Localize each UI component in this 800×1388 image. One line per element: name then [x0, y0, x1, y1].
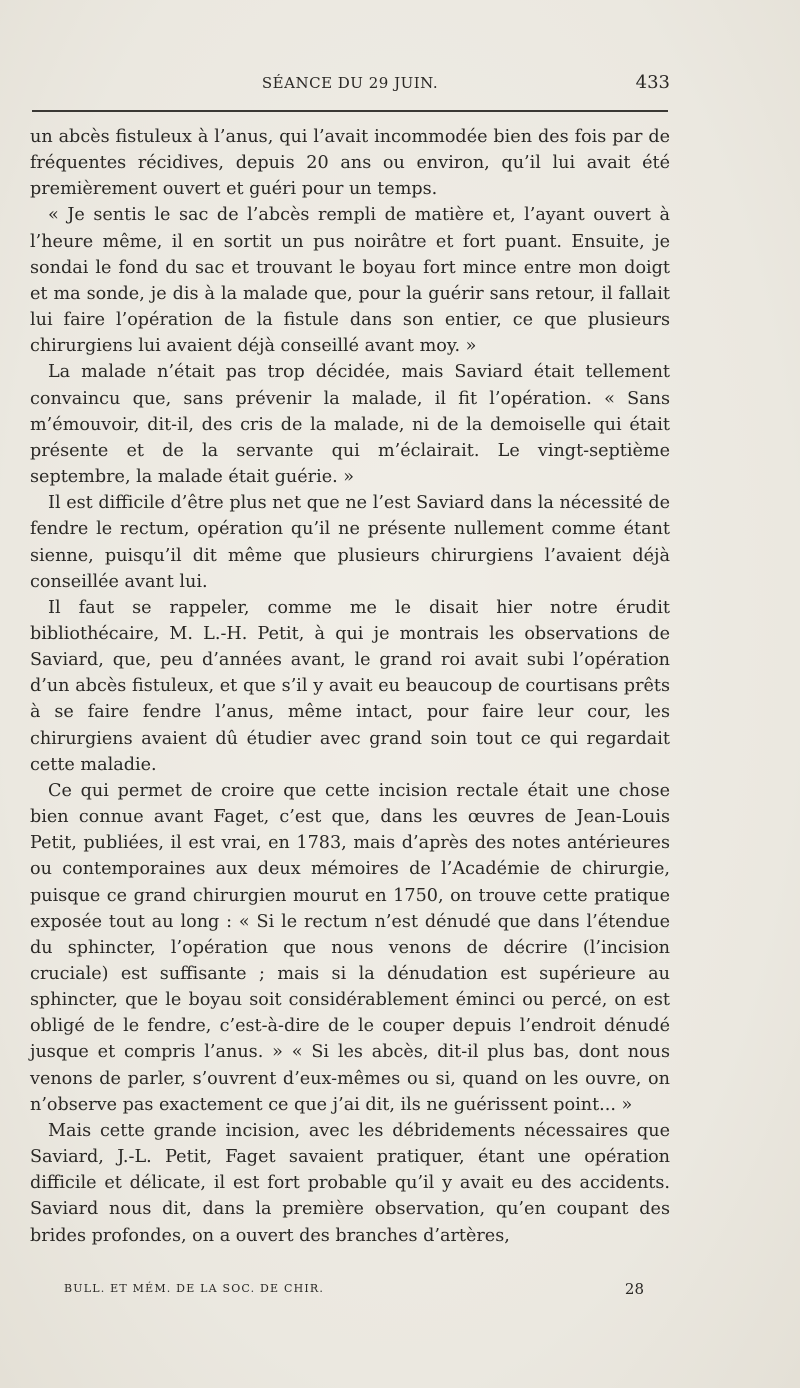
paragraph-continuation: un abcès fistuleux à l’anus, qui l’avait incommodée bien des fois par de fréquentes récidives, depuis 20 ans ou environ, qu’il lui avait été premièrement ouvert et guéri pour un temps.: [30, 127, 670, 200]
signature-mark: 28: [624, 1280, 644, 1298]
page-header: [30, 74, 670, 100]
paragraph-necessity: Il est difficile d’être plus net que ne l’est Saviard dans la nécessité de fendre le rectum, opération qu’il ne présente nullement comme étant sienne, puisqu’il dit même que plusieurs chirurgiens l’avaient déjà conseillée avant lui.: [30, 493, 670, 592]
running-title: SÉANCE DU 29 JUIN.: [261, 74, 439, 92]
paragraph-petit: Ce qui permet de croire que cette incision rectale était une chose bien connue avant Faget, c’est que, dans les œuvres de Jean-Louis Petit, publiées, il est vrai, en 1783, mais d’après des notes antérieures ou contemporaines aux deux mémoires de l’Académie de chirurgie, puisque ce grand chirurgien mourut en 1750, on trouve cette pratique exposée tout au long : « Si le rectum n’est dénudé que dans l’étendue du sphincter, l’opération que nous venons de décrire (l’incision cruciale) est suffisante ; mais si la dénudation est supérieure au sphincter, que le boyau soit considérablement éminci ou percé, on est obligé de le fendre, c’est-à-dire de le couper depuis l’endroit dénudé jusque et compris l’anus. » « Si les abcès, dit-il plus bas, dont nous venons de parler, s’ouvrent d’eux-mêmes ou si, quand on les ouvre, on n’observe pas exactement ce que j’ai dit, ils ne guérissent point... »: [30, 780, 670, 1115]
page-footer: [32, 1280, 644, 1302]
footer-signature: BULL. ET MÉM. DE LA SOC. DE CHIR.: [64, 1282, 325, 1295]
paragraph-accidents: Mais cette grande incision, avec les débridements nécessaires que Saviard, J.-L. Petit, Faget savaient pratiquer, étant une opération difficile et délicate, il est fort probable qu’il y avait eu des accidents. Saviard nous dit, dans la première observation, qu’en coupant des brides profondes, on a ouvert des branches d’artères,: [30, 1120, 670, 1246]
header-rule: [32, 110, 668, 112]
paragraph-quote-saviard: « Je sentis le sac de l’abcès rempli de matière et, l’ayant ouvert à l’heure même, il en sortit un pus noirâtre et fort puant. Ensuite, je sondai le fond du sac et trouvant le boyau fort mince entre mon doigt et ma sonde, je dis à la malade que, pour la guérir sans retour, il fallait lui faire l’opération de la fistule dans son entier, ce que plusieurs chirurgiens lui avaient déjà conseillé avant moy. »: [30, 205, 670, 357]
page-number: 433: [635, 72, 670, 93]
paragraph-king: Il faut se rappeler, comme me le disait hier notre érudit bibliothécaire, M. L.-H. Petit, à qui je montrais les observations de Saviard, que, peu d’années avant, le grand roi avait subi l’opération d’un abcès fistuleux, et que s’il y avait eu beaucoup de courtisans prêts à se faire fendre l’anus, même intact, pour faire leur cour, les chirurgiens avaient dû étudier avec grand soin tout ce qui regardait cette maladie.: [30, 597, 670, 775]
paragraph-operation: La malade n’était pas trop décidée, mais Saviard était tellement convaincu que, sans prévenir la malade, il fit l’opération. « Sans m’émouvoir, dit-il, des cris de la malade, ni de la demoiselle qui était présente et de la servante qui m’éclairait. Le vingt-septième septembre, la malade était guérie. »: [30, 362, 670, 488]
body-text: [30, 124, 670, 1249]
